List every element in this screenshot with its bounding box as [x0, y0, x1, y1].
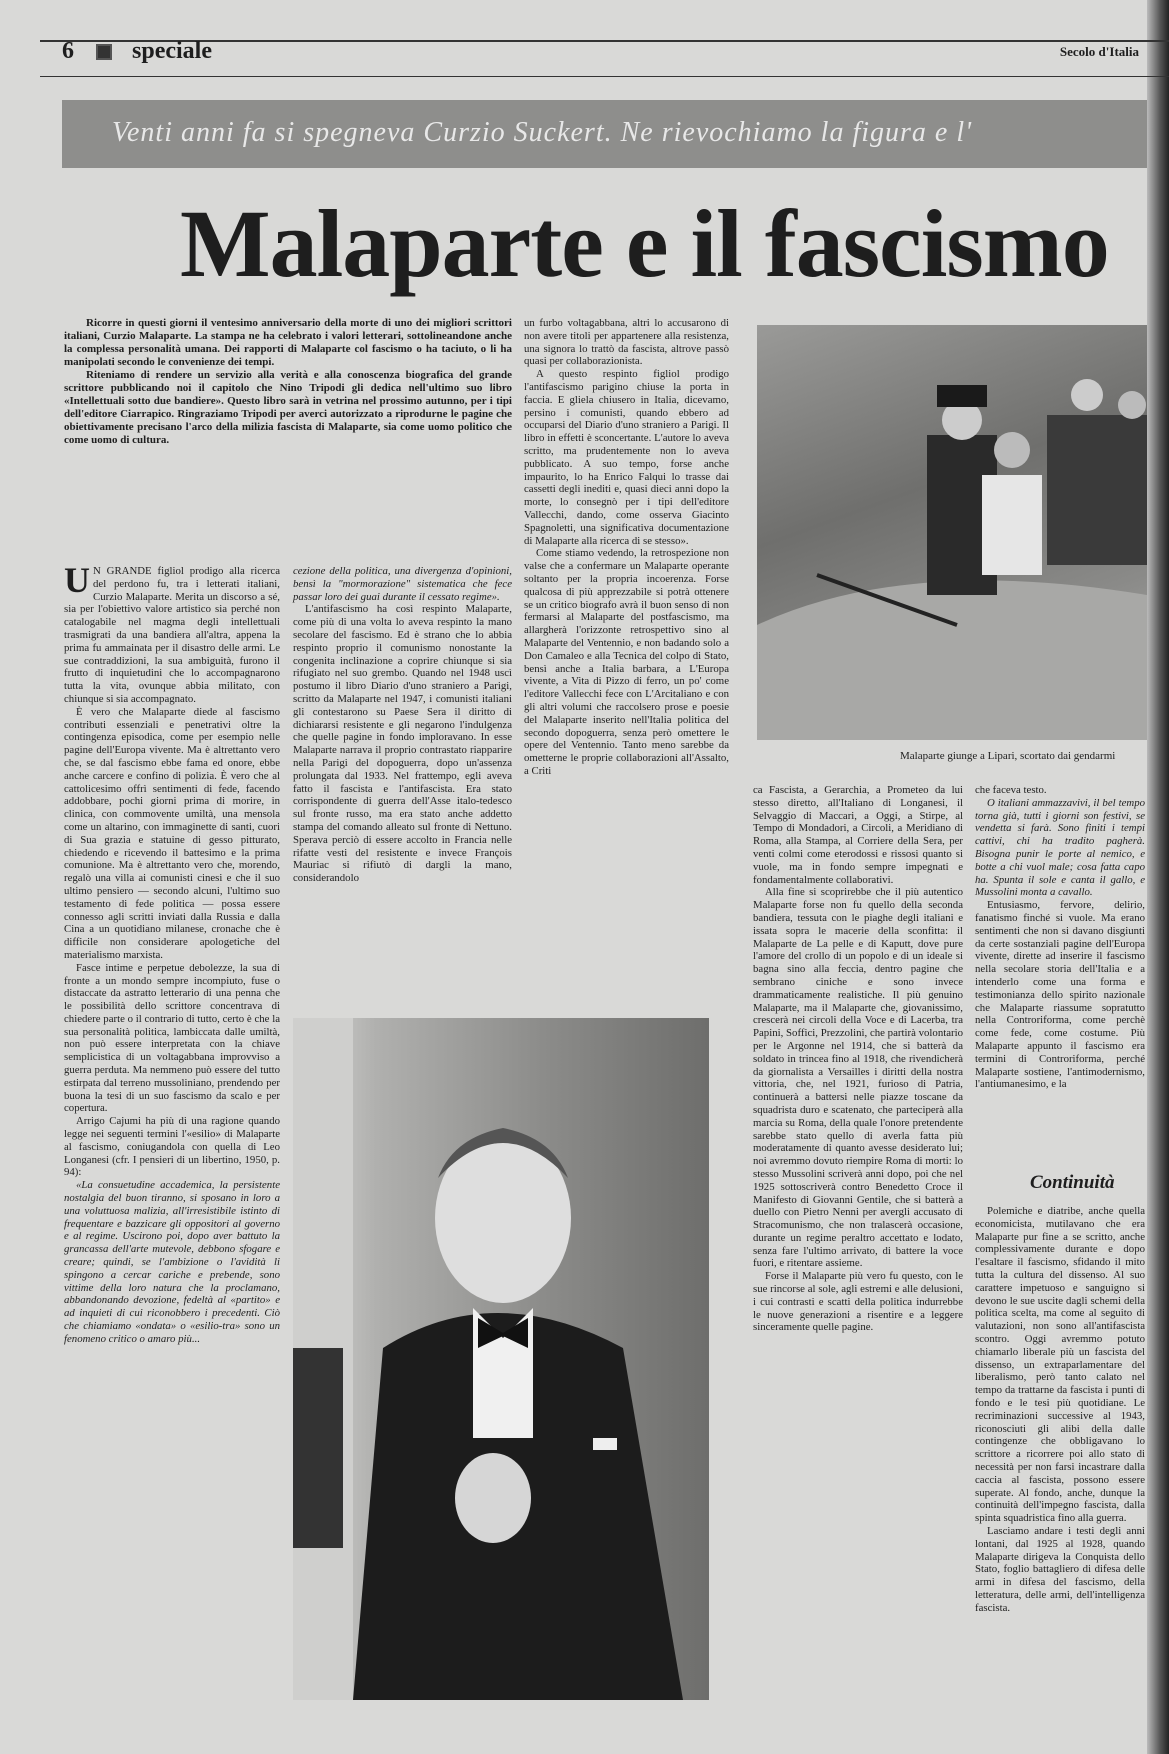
drop-cap: U	[64, 560, 90, 600]
intro-paragraph: Ricorre in questi giorni il ventesimo anniversario della morte di uno dei migliori scrittori italiani, Curzio Malaparte. La stampa ne ha celebrato i valori letterari, sottolineandone anche la complessa personalità umana. Dei rapporti di Malaparte col fascismo o ha taciuto, o li ha manipolati secondo le convenienze dei tempi.	[64, 317, 512, 368]
column-5	[975, 784, 1145, 1091]
column-5-continued	[975, 1205, 1145, 1615]
column-4	[753, 784, 963, 1334]
intro-paragraph: Riteniamo di rendere un servizio alla verità e alla conoscenza biografica del grande scrittore pubblicando noi il capitolo che Nino Tripodi gli dedica nell'ultimo suo libro «Intellettuali sotto due bandiere». Questo libro sarà in vetrina nel prossimo autunno, per i tipi dell'editore Ciarrapico. Ringraziamo Tripodi per averci autorizzato a riprodurne le pagine che obiettivamente precisano l'arco della milizia fascista di Malaparte, sia come uomo politico che come uomo di cultura.	[64, 369, 512, 446]
photo-figures-image	[757, 325, 1147, 740]
column-3	[524, 317, 729, 778]
paragraph: che faceva testo.	[975, 784, 1047, 796]
paragraph: N GRANDE figliol prodigo alla ricerca del perdono fu, tra i letterati italiani, Curzio Malaparte. Merita un discorso a sé, sia per l'obiettivo valore artistico sia perché non catalogabile nel magma degli intellettuali trasmigrati da una bandiera all'altra, appena la prima fu ammainata per il disastro delle armi. Le sue contraddizioni, la sua ambiguità, furono il frutto di inquietudini che lo accompagnarono tutta la vita, ovunque abbia militato, con chiunque si sia accompagnato.	[64, 565, 280, 705]
portrait-image	[293, 1018, 709, 1700]
subheading-continuita: Continuità	[1030, 1172, 1115, 1193]
section-square-icon	[96, 44, 112, 60]
paragraph: Entusiasmo, fervore, delirio, fanatismo finché si vuole. Ma erano sentimenti che non si davano disgiunti da certe sostanziali pagine dell'Europa vivente, dirette ad inserire il fascismo nella secolare storia dell'Italia e a intenderlo come una forma e testimonianza dello spirito nazionale che Malaparte riassume sopratutto nella Controriforma, come perchè come fede, come costume. Più Malaparte appunto il fascismo era termini di Controriforma, perché Malaparte sostiene, l'antimodernismo, l'antiumanesimo, e la	[975, 899, 1145, 1091]
paragraph: Arrigo Cajumi ha più di una ragione quando legge nei seguenti termini l'«esilio» di Malaparte al fascismo, coniugandola con quella di Leo Longanesi (cfr. I pensieri di un libertino, 1950, p. 94):	[64, 1115, 280, 1179]
paragraph: È vero che Malaparte diede al fascismo contributi essenziali e penetrativi oltre la contingenza episodica, come per esempio nelle pagine dell'Europa vivente. Ma è altrettanto vero che, se dal fascismo ebbe fama ed onore, ebbe anche carcere e confino di polizia. È vero che al cattolicesimo offrì sentimenti di fede, facendo addobbare, pochi giorni prima di morire, in clinica, con commovente umiltà, una mensola come un altarino, con immaginette di santi, cuori di Sua grazia e statuine di gesso pitturato, chiedendo e ricevendo il battesimo e la prima comunione. Ma è altrettanto vero che, morendo, regalò una villa ai comunisti cinesi e che il suo ultimo pensiero — secondo alcuni, l'ultimo suo testamento di fede politica — possa essere connesso agli scritti inviati dalla Russia e dalla Cina a un quotidiano milanese, cronache che è difficile non considerare apologetiche del materialismo marxista.	[64, 705, 280, 961]
paragraph: cezione della politica, una divergenza d'opinioni, bensì la "mormorazione" sistematica che fece passar loro dei guai durante il cessato regime».	[293, 565, 512, 603]
intro-text	[64, 317, 512, 447]
column-1	[64, 560, 280, 1346]
headline: Malaparte e il fascismo	[180, 190, 1109, 297]
paragraph: Lasciamo andare i testi degli anni lontani, dal 1925 al 1928, quando Malaparte dirigeva la Conquista dello Stato, foglio battagliero di difesa delle armi in difesa del fascismo, della letteratura, delle armi, dell'intelligenza fascista.	[975, 1524, 1145, 1614]
column-2	[293, 565, 512, 885]
page-number: 6	[62, 38, 74, 64]
photo-caption: Malaparte giunge a Lipari, scortato dai gendarmi	[900, 750, 1116, 762]
paragraph: Fasce intime e perpetue debolezze, la sua di fronte a un mondo sempre incompiuto, fuse o distaccate da astratto letterario di una penna che le possibilità dello scrittore concentrava di chiedere parte o il contrario di tutto, certo è che la sua personalità politica, lambiccata dalle umiltà, non può essere interpretata con la chiave semplicistica di un voltagabbana improvviso a guerra perduta. Ma nemmeno può essere del tutto estirpata dal terreno mussoliniano, prendendo per buona la tesi di un suo fascismo da scalo e per copertura.	[64, 961, 280, 1115]
header-rule-bottom	[40, 76, 1169, 77]
paragraph: ca Fascista, a Gerarchia, a Prometeo da lui stesso diretto, all'Italiano di Longanesi, il Selvaggio di Maccari, a Oggi, a Stirpe, al Tempo di Mondadori, a Circoli, a Meridiano di Roma, alla Stampa, al Corriere della Sera, per venti colmi come eterodossi e rissosi quanto si vuole, ma in fondo sempre impegnati e fondamentalmente collaborativi.	[753, 784, 963, 886]
section-name: speciale	[132, 38, 212, 64]
paragraph: un furbo voltagabbana, altri lo accusarono di non avere titoli per appartenere alla resistenza, una signora lo trattò da fascista, altrove passò quasi per collaborazionista.	[524, 317, 729, 368]
photo-malaparte-portrait	[293, 1018, 709, 1700]
poem-quote: O italiani ammazzavivi, il bel tempo torna già, tutti i giorni son festivi, se vendetta si farà. Sono finiti i tempi cattivi, chi ha tradito pagherà. Bisogna punir le porte al nemico, e botte a chi vuol male; cosa fatta capo ha. Spunta il sole e canta il gallo, e Mussolini monta a cavallo.	[975, 796, 1145, 899]
kicker-banner: Venti anni fa si spegneva Curzio Suckert. Ne rievochiamo la figura e l'	[62, 100, 1147, 168]
newspaper-name: Secolo d'Italia	[1059, 44, 1139, 59]
paragraph: Forse il Malaparte più vero fu questo, con le sue rincorse al sole, agli estremi e alle delusioni, i cui contrasti e scatti della politica indurrebbe le nuove generazioni a risentire e a leggere sinceramente quelle pagine.	[753, 1270, 963, 1334]
page-gutter-shadow	[1147, 0, 1169, 1754]
paragraph: «La consuetudine accademica, la persistente nostalgia del buon tiranno, si sposano in loro a una voluttuosa malizia, all'irresistibile istinto di frequentare e bazzicare gli oppositori al governo e al regime. Uscirono poi, dopo aver battuto la grancassa dell'arte mutevole, debbono sfogare e creare; quindi, se l'ambizione o l'avidità li spingono a cercar cariche e prebende, sono vittime della loro natura che la proclamano, abbandonando devozione, fedeltà al «partito» e ad inquieti di cui riconobbero i precedenti. Ciò che chiamiamo «ondata» o «esilio-tra» sono un fenomeno critico o amaro più...	[64, 1179, 280, 1345]
photo-lipari-arrival	[757, 325, 1147, 740]
paragraph: Come stiamo vedendo, la retrospezione non valse che a confermare un Malaparte operante soltanto per la propria incoerenza. Forse qualcosa di più apprezzabile si potrà ottenere se un critico biografo avrà il buon senso di non fermarsi al Malaparte del postfascismo, ma allargherà l'orizzonte retrospettivo sino al Malaparte del Ventennio, e non badando solo a Don Camaleo e alla Tecnica del colpo di Stato, bensì anche a Italia barbara, a L'Europa vivente, a Vita di Pizzo di ferro, un po' come l'editore Vallecchi fece con L'Arcitaliano e con gli altri volumi che raccolsero prose e poesie del Malaparte inserito nell'Italia politica del secondo dopoguerra, senza però omettere le opere del Ventennio. Tanto meno sarebbe da ometterne le proprie collaborazioni all'Assalto, a Criti	[524, 547, 729, 777]
paragraph: L'antifascismo ha così respinto Malaparte, come più di una volta lo aveva respinto la mano secolare del fascismo. Ed è strano che lo abbia respinto proprio il comunismo nonostante la congenita inclinazione a coprire chiunque si sia rifugiato nel suo grembo. Quando nel 1948 uscì postumo il libro Diario d'uno straniero a Parigi, scritto da Malaparte nel 1947, i comunisti italiani gli contestarono su Paese Sera il diritto di dichiararsi resistente e gli negarono l'indulgenza che quelle pagine in fondo imploravano. In esse Malaparte narrava il proprio contrastato riapparire nella Parigi del dopoguerra, dopo un'assenza prolungata dal 1933. Nel frattempo, egli aveva fatto il fascista e l'antifascista. Era stato corrispondente di guerra dell'Asse italo-tedesco sul fronte russo, ma era stato anche addetto stampa del comando alleato sul fronte di Nettuno. Sperava perciò di essere accolto in Francia nelle rifatte vesti del resistente e invece François Mauriac si rifiutò di dargli la mano, considerandolo	[293, 603, 512, 885]
paragraph: Alla fine si scoprirebbe che il più autentico Malaparte forse non fu quello della seconda bandiera, tessuta con le piaghe degli italiani e issata sopra le macerie della sconfitta: il Malaparte de La pelle e di Kaputt, dove pure l'amore del crollo di un popolo e di un ideale si bagna sino alla feccia, dentro pagine che sembrano ciniche e sono invece drammaticamente realistiche. Il più genuino Malaparte, ma il Malaparte che, giovanissimo, crescerà nei circoli della Voce e di Lacerba, tra Papini, Soffici, Prezzolini, che partirà volontario per le Argonne nel 1914, che si batterà da soldato in trincea fino al 1918, che rivendicherà da giornalista a Versailles i diritti della nostra vittoria, che, nel 1921, furioso di Patria, continuerà a battersi nelle piazze toscane da squadrista duro e scatenato, che parteciperà alla marcia su Roma, della quale l'onore pretendente sarebbe stato quello di averla fatta più moderatamente di quanto avesse desiderato lui; noi avremmo dovuto riempire Roma di morti: lo stesso Mussolini scriverà anni dopo, poi che nel 1925 sottoscriverà contro Benedetto Croce il Manifesto di Giovanni Gentile, che si batterà a duello con Pietro Nenni per avergli accusato di Stracomunismo, che non tralascerà occasione, durante un regime peraltro accettato e lodato, senza fare l'ultimo arrivato, di battere la voce fuori, e ritentare assieme.	[753, 886, 963, 1270]
paragraph: Polemiche e diatribe, anche quella economicista, mutilavano che era Malaparte pur fine a se scritto, anche complessivamente durante e dopo l'esaltare il fascismo, sfidando il mito tutta la cultura del dissenso. Al suo carattere impetuoso e sanguigno si devono le sue uscite dagli schemi della politica scelta, ma come al seguito di valutazioni, non sono all'antifascista scontro. Oggi avremmo potuto chiamarlo liberale più un fascista del dissenso, un extraparlamentare del liberalismo, però tanto calato nel tempo da trattarne da fascista i punti di fondo e le tesi più quotidiane. Le recriminazioni successive al 1943, riconosciuti gli alibi della dalle contingenze che obbligavano lo scrittore a ricorrere poi allo stato di necessità per non farsi incastrare dalla caccia al fascista, possono essere superate. Al fondo, anche, dunque la continuità dell'impegno fascista, dalla spinta squadristica fino alla guerra.	[975, 1205, 1145, 1525]
paragraph: A questo respinto figliol prodigo l'antifascismo parigino chiuse la porta in faccia. E gliela chiusero in Italia, dicevamo, persino i comunisti, quando ebbero ad occuparsi del Diario d'uno straniero a Parigi. Il libro in effetti è sconcertante. L'autore lo aveva scritto, ma prudentemente non lo aveva pubblicato. A suo tempo, forse anche impaurito, lo ha Enrico Falqui lo trasse dai cassetti degli inediti e, quasi dieci anni dopo la morte, lo consegnò per i tipi dell'editore Vallecchi, dando, come osserva Giacinto Spagnoletti, una significativa documentazione di Malaparte alla ricerca di se stesso».	[524, 368, 729, 547]
